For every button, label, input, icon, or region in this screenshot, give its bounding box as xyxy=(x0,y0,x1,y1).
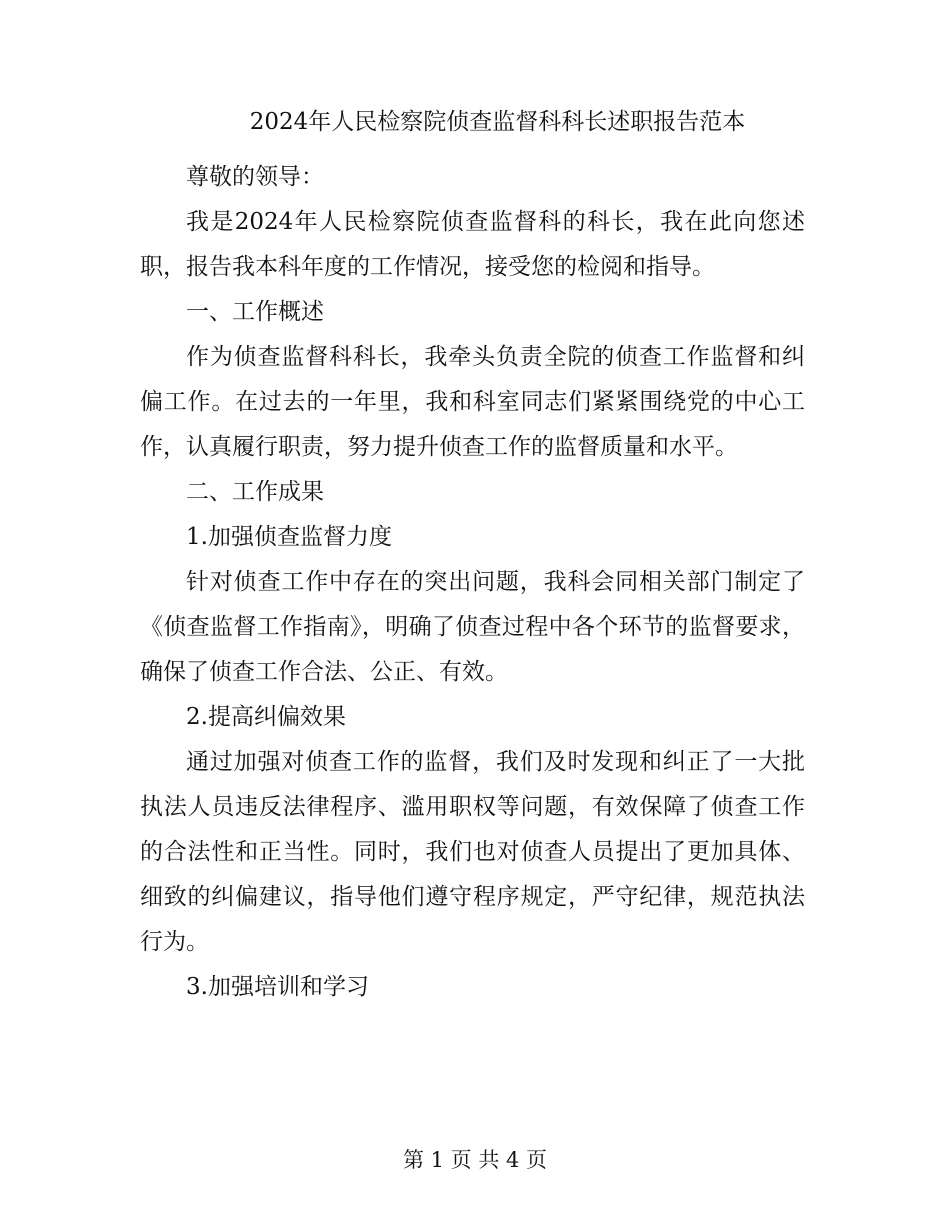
document-body xyxy=(140,155,805,1010)
supervision-paragraph: 针对侦查工作中存在的突出问题，我科会同相关部门制定了《侦查监督工作指南》，明确了侦查过程中各个环节的监督要求，确保了侦查工作合法、公正、有效。 xyxy=(140,569,805,685)
subheading-training: 3.加强培训和学习 xyxy=(186,974,369,1000)
subheading-correction: 2.提高纠偏效果 xyxy=(186,704,346,730)
overview-paragraph: 作为侦查监督科科长，我牵头负责全院的侦查工作监督和纠偏工作。在过去的一年里，我和科室同志们紧紧围绕党的中心工作，认真履行职责，努力提升侦查工作的监督质量和水平。 xyxy=(140,344,805,460)
page-number-footer: 第 1 页 共 4 页 xyxy=(402,1148,548,1172)
section-heading-results: 二、工作成果 xyxy=(186,479,324,505)
correction-paragraph: 通过加强对侦查工作的监督，我们及时发现和纠正了一大批执法人员违反法律程序、滥用职权等问题，有效保障了侦查工作的合法性和正当性。同时，我们也对侦查人员提出了更加具体、细致的纠偏建议，指导他们遵守程序规定，严守纪律，规范执法行为。 xyxy=(140,749,805,955)
section-heading-overview: 一、工作概述 xyxy=(186,299,324,325)
subheading-supervision: 1.加强侦查监督力度 xyxy=(186,524,392,550)
document-title: 2024年人民检察院侦查监督科科长述职报告范本 xyxy=(249,109,746,135)
salutation: 尊敬的领导： xyxy=(186,164,324,190)
intro-paragraph: 我是2024年人民检察院侦查监督科的科长，我在此向您述职，报告我本科年度的工作情况，接受您的检阅和指导。 xyxy=(140,209,805,280)
